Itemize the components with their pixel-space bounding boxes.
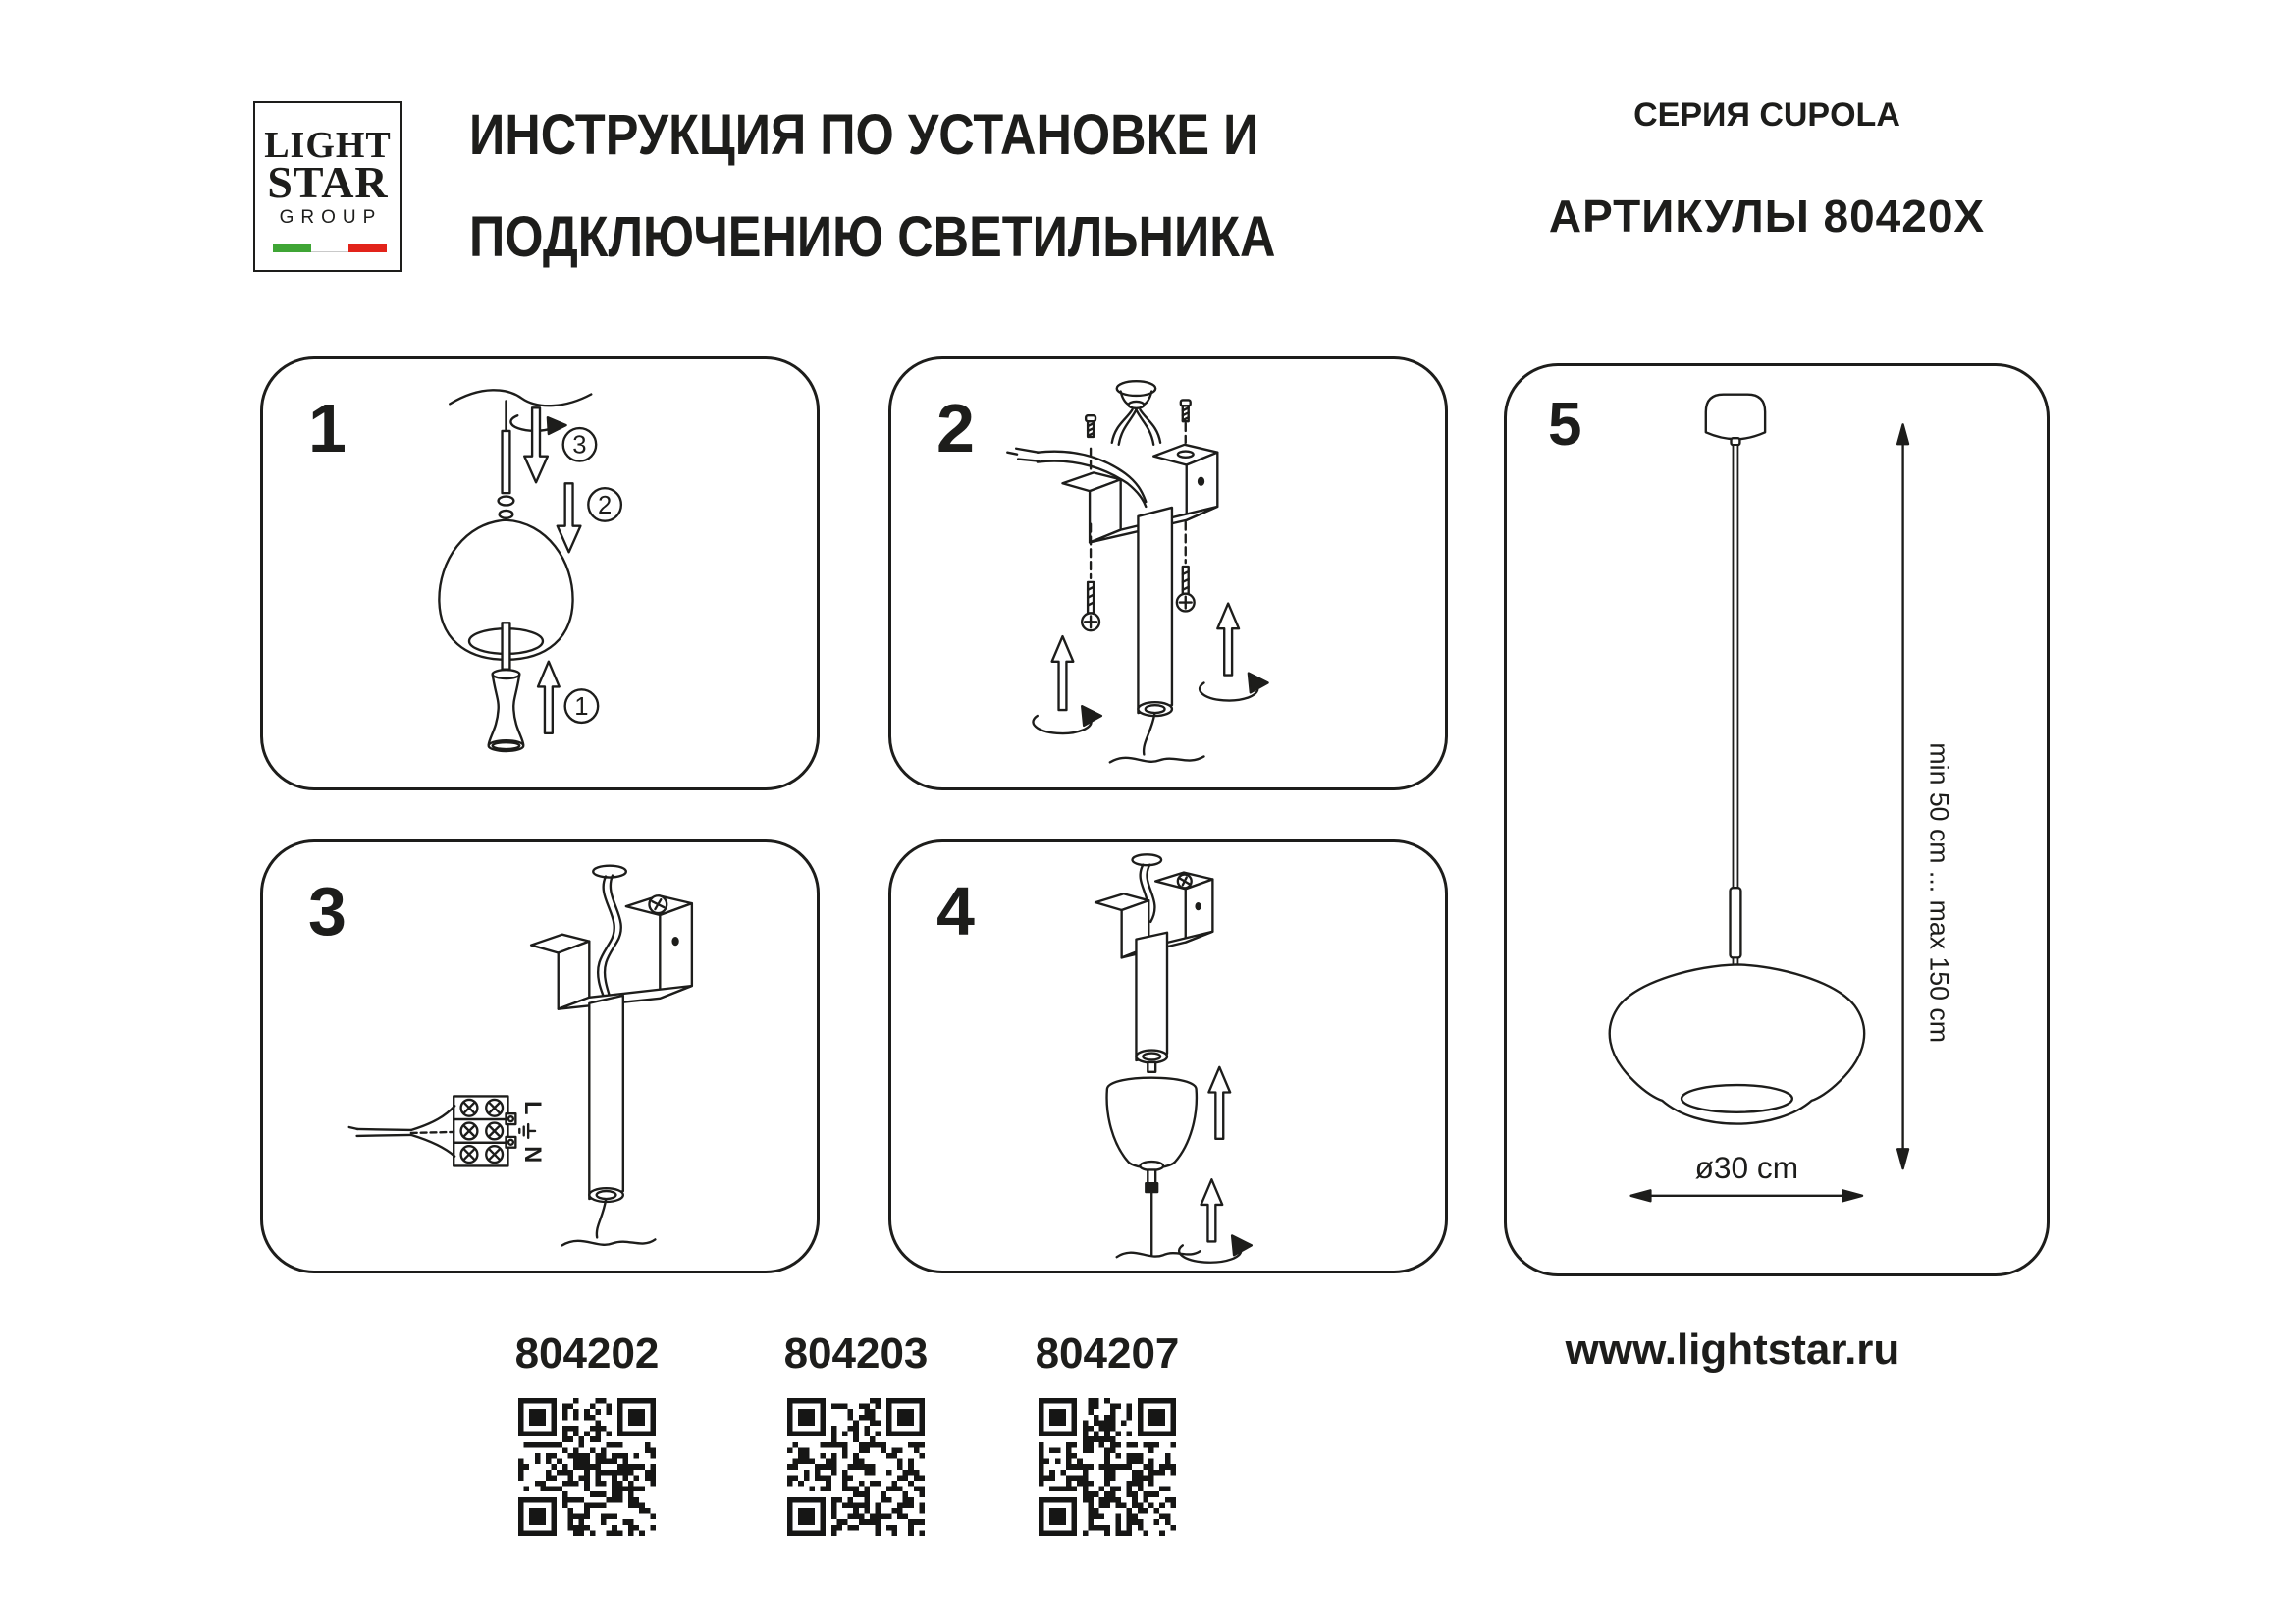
flag-green — [273, 244, 311, 252]
screw-in-arrow-icon — [1179, 1179, 1252, 1262]
panel-number: 4 — [936, 873, 975, 949]
screw-in-arrow-icon — [1200, 604, 1267, 701]
page-title — [412, 84, 1288, 289]
up-arrow-icon — [1208, 1067, 1230, 1139]
title-line-1: ИНСТРУКЦИЯ ПО УСТАНОВКЕ И — [468, 103, 1259, 167]
ceiling-cup — [1117, 381, 1155, 408]
height-dimension — [1897, 424, 1953, 1168]
lightstar-logo — [253, 101, 402, 272]
down-arrow-icon — [524, 407, 548, 482]
ceiling-cup — [1706, 395, 1765, 440]
logo-text-star: STAR — [267, 157, 389, 207]
panel-number: 3 — [308, 873, 347, 949]
italian-flag-stripe — [273, 244, 387, 252]
step-panel-1 — [260, 356, 820, 790]
logo-text-light: LIGHT — [264, 125, 392, 166]
panel-number: 1 — [308, 390, 347, 466]
lamp-shade — [1107, 1078, 1197, 1168]
qr-code — [518, 1398, 656, 1536]
website-link: www.lightstar.ru — [1565, 1326, 1900, 1374]
suspension-cord — [1733, 445, 1737, 888]
step-panel-2 — [888, 356, 1448, 790]
article-number: 804202 — [514, 1329, 660, 1378]
step-panel-3 — [260, 839, 820, 1273]
terminal-block — [454, 1096, 515, 1165]
panel-number: 5 — [1548, 391, 1582, 459]
svg-text:3: 3 — [572, 431, 587, 460]
title-line-2: ПОДКЛЮЧЕНИЮ СВЕТИЛЬНИКА — [468, 205, 1276, 269]
article-number: 804207 — [1035, 1329, 1180, 1378]
step-panel-4 — [888, 839, 1448, 1273]
diameter-label: ø30 cm — [1694, 1150, 1799, 1186]
flag-red — [348, 244, 387, 252]
up-arrow-icon — [538, 662, 560, 733]
dimensions-panel — [1504, 363, 2050, 1276]
series-block — [1472, 96, 2061, 243]
diameter-dimension — [1631, 1150, 1862, 1201]
article-number: 804203 — [783, 1329, 929, 1378]
down-arrow-icon — [558, 483, 581, 552]
terminal-label-l: L — [519, 1101, 546, 1115]
qr-code — [787, 1398, 925, 1536]
qr-code — [1039, 1398, 1176, 1536]
flag-white — [311, 244, 349, 252]
panel-number: 2 — [936, 390, 975, 466]
panel-5-diagram — [1507, 366, 2047, 1273]
terminal-label-n: N — [519, 1146, 546, 1164]
ceiling-line — [450, 390, 591, 406]
screw-icon — [1181, 400, 1191, 442]
tube — [589, 996, 623, 1202]
tube — [1138, 508, 1172, 716]
svg-text:1: 1 — [574, 693, 589, 722]
screw-in-arrow-icon — [1033, 636, 1100, 733]
logo-text-group: GROUP — [279, 207, 383, 228]
earth-icon — [519, 1124, 535, 1138]
height-label: min 50 cm ... max 150 cm — [1924, 742, 1954, 1043]
svg-text:2: 2 — [597, 491, 613, 519]
ceiling-cup — [593, 866, 626, 878]
feed-wire — [349, 1106, 455, 1156]
cone-diffuser — [489, 670, 524, 751]
series-articles: АРТИКУЛЫ 80420X — [1548, 190, 1986, 242]
screw-icon — [1177, 522, 1195, 612]
tube — [1136, 933, 1167, 1063]
ceiling-cup — [1133, 854, 1162, 865]
series-name: СЕРИЯ CUPOLA — [1633, 96, 1900, 134]
